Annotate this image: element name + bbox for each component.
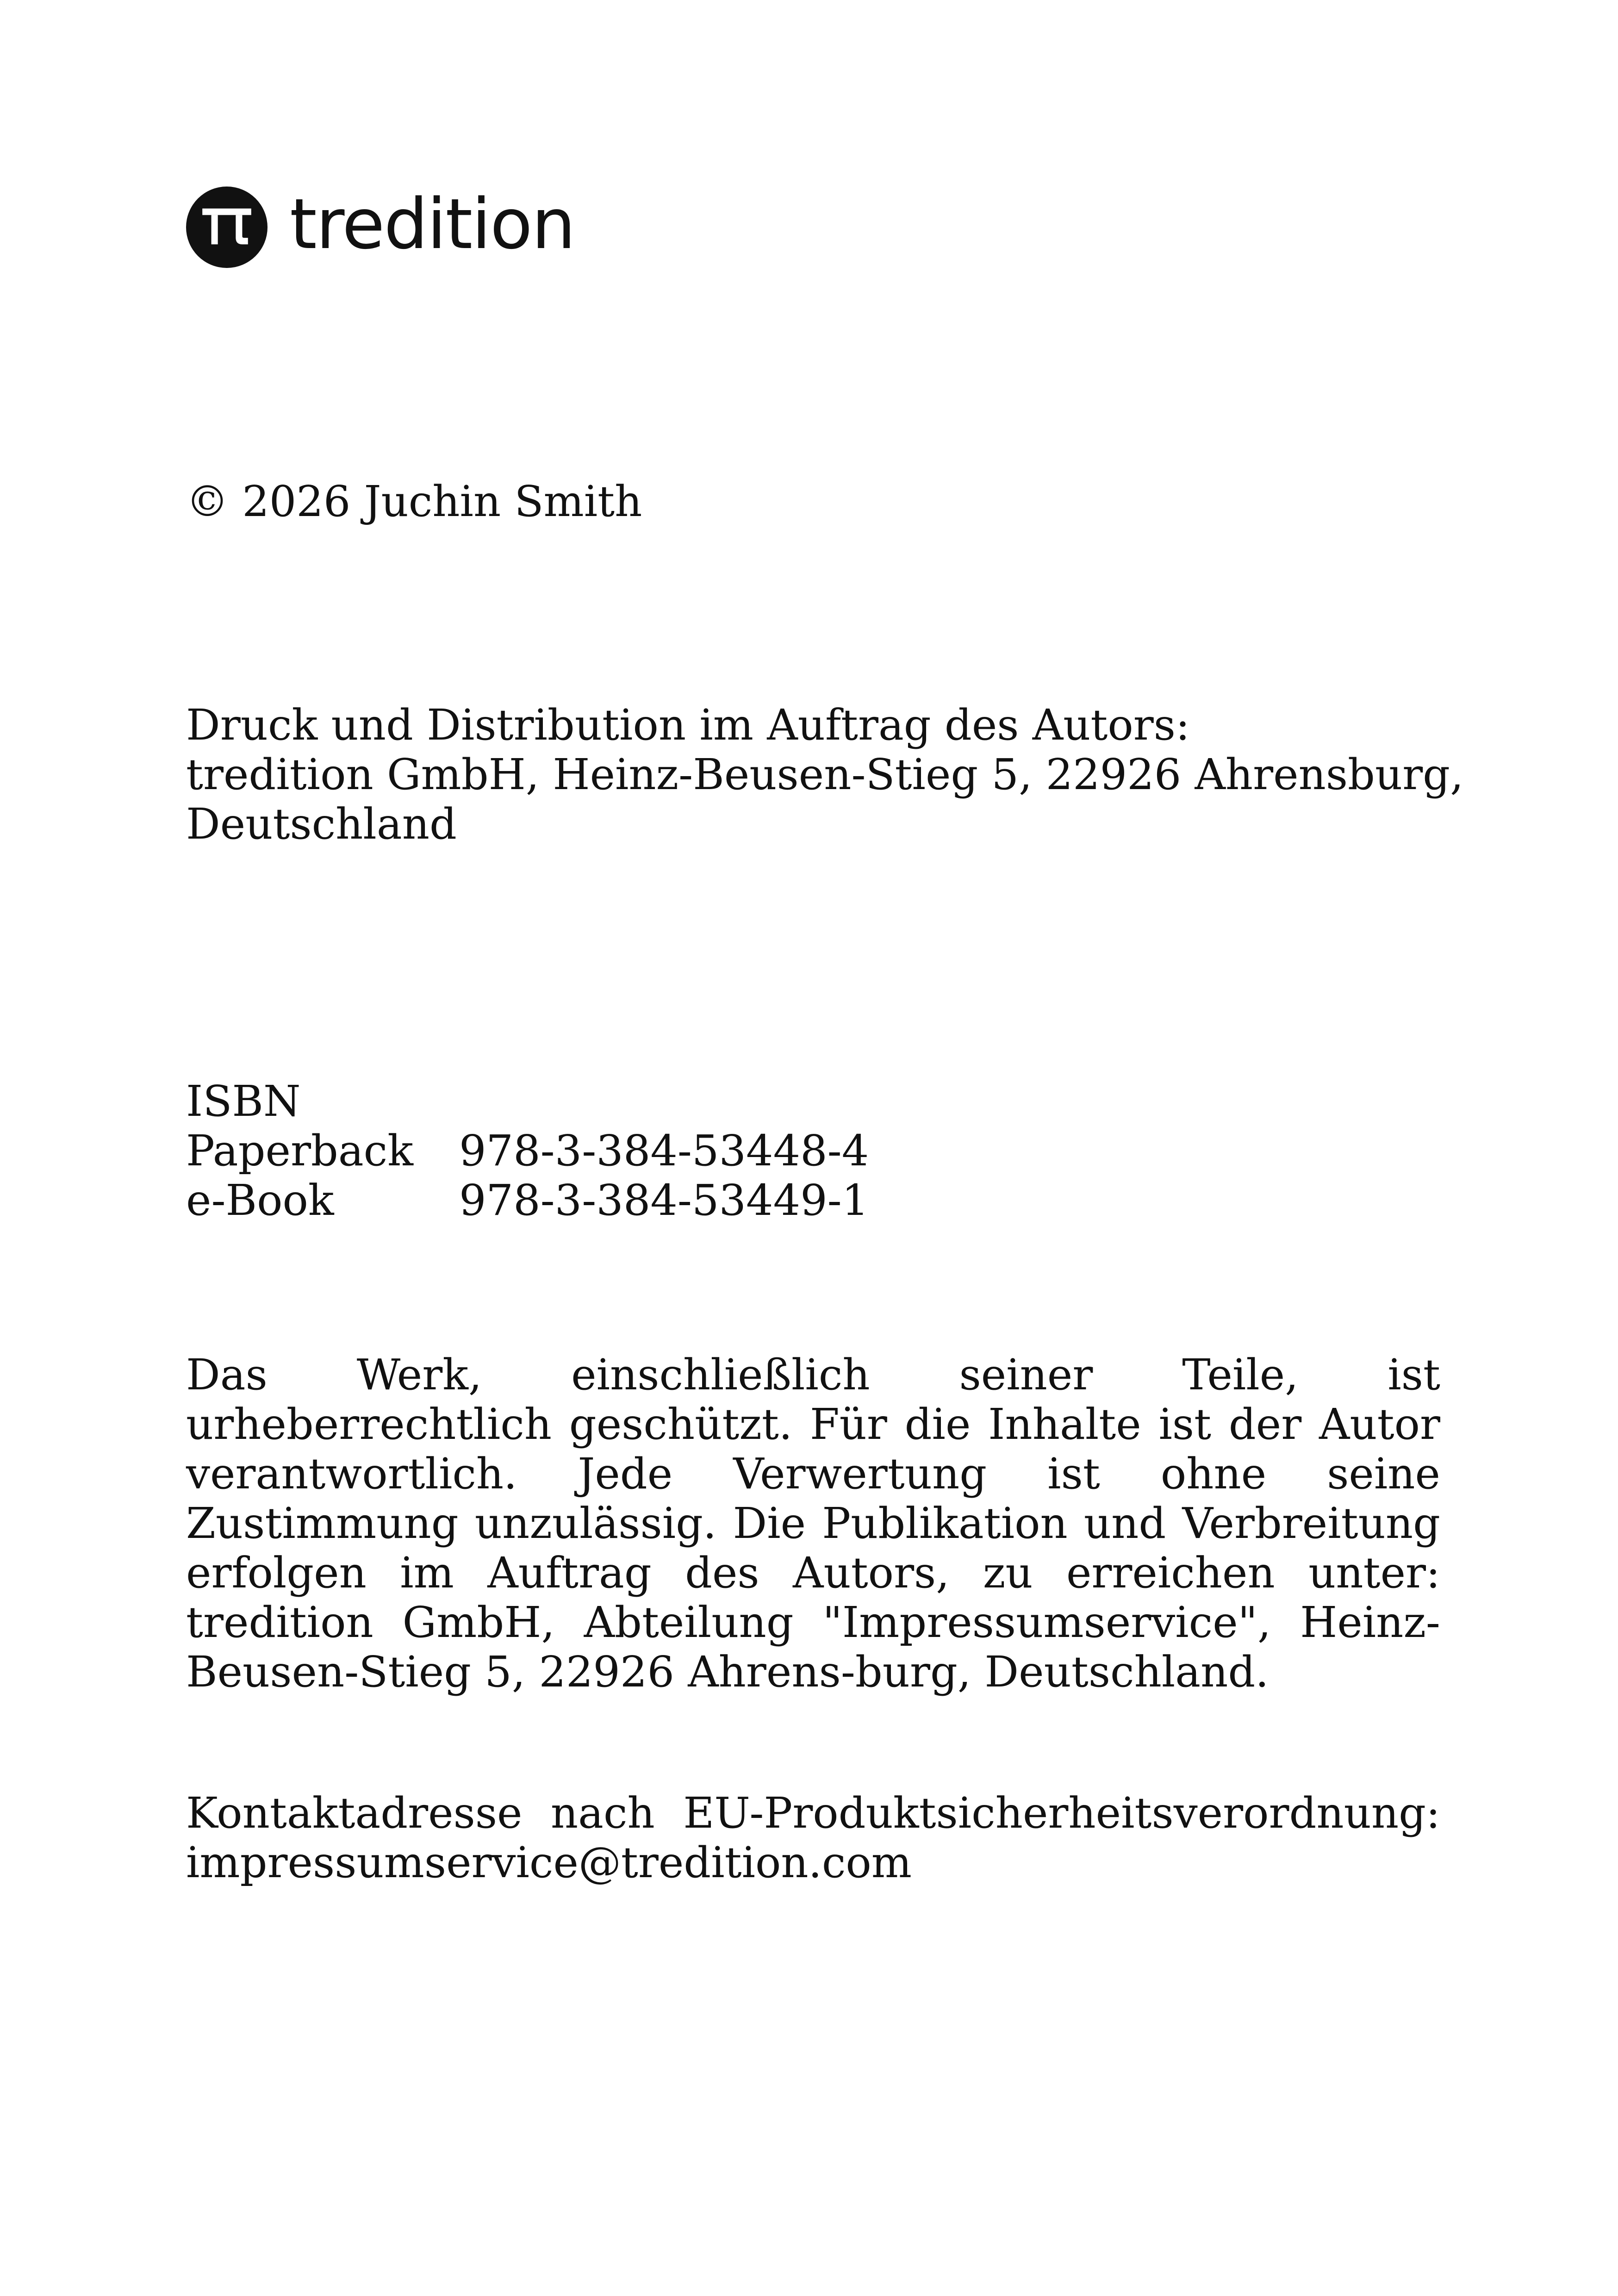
legal-notice: Das Werk, einschließlich seiner Teile, ist urheberrechtlich geschützt. Für die Inhalte ist der Autor verantwortlich. Jede Verwertung ist ohne seine Zustimmung unzulässig. Die Publikation und Verbreitung erfolgen im Auftrag des Autors, zu erreichen unter: tredition GmbH, Abteilung "Impressumservice", Heinz-Beusen-Stieg 5, 22926 Ahrens-burg, Deutschland. <box>186 1350 1440 1697</box>
isbn-row-paperback <box>186 1126 1440 1176</box>
contact-notice <box>186 1788 1440 1887</box>
isbn-number: 978-3-384-53448-4 <box>459 1126 869 1176</box>
contact-label: Kontaktadresse nach EU-Produktsicherheitsverordnung: <box>186 1788 1440 1838</box>
logo-wordmark: tredition <box>290 184 575 265</box>
tredition-circle-t-logo-icon <box>186 187 268 268</box>
printer-line: tredition GmbH, Heinz-Beusen-Stieg 5, 22926 Ahrensburg, <box>186 750 1464 799</box>
printer-line: Druck und Distribution im Auftrag des Autors: <box>186 700 1190 750</box>
isbn-heading: ISBN <box>186 1076 301 1126</box>
printer-address <box>186 700 1464 849</box>
printer-line: Deutschland <box>186 799 457 849</box>
isbn-section <box>186 1076 1440 1225</box>
contact-email[interactable]: impressumservice@tredition.com <box>186 1838 912 1887</box>
tredition-logo <box>186 184 575 268</box>
isbn-format-label: e-Book <box>186 1176 334 1225</box>
copyright-line: © 2026 Juchin Smith <box>186 477 642 526</box>
isbn-number: 978-3-384-53449-1 <box>459 1176 869 1225</box>
isbn-format-label: Paperback <box>186 1126 413 1176</box>
isbn-row-ebook <box>186 1176 1440 1225</box>
